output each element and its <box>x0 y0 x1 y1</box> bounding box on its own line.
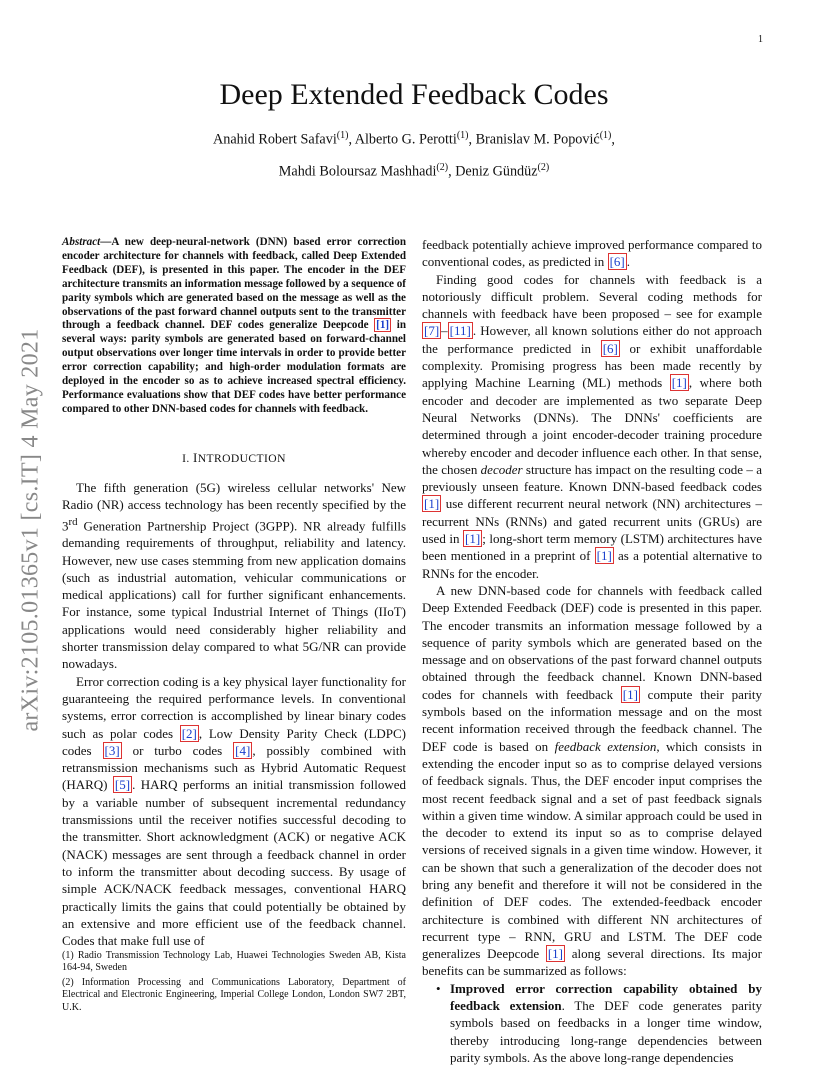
emphasis: feedback extension <box>554 738 657 754</box>
section-number: I. <box>182 451 193 465</box>
paragraph-text: , possibly combined with retransmission mechanisms such as Hybrid Automatic Request (HARQ) <box>62 742 406 793</box>
right-column <box>422 236 762 1066</box>
paragraph-text: ; long-short term memory (LSTM) architectures have been mentioned in a preprint of <box>422 531 762 564</box>
citation-link[interactable]: [6] <box>609 254 625 270</box>
abstract <box>62 236 406 417</box>
paragraph-text: A new DNN-based code for channels with feedback called Deep Extended Feedback (DEF) code is presented in this paper. The encoder transmits an information message followed by a sequence of parity symbols which are generated based on the message and on observations of the past forward channel outputs obtained through the feedback channel. Known DNN-based codes for channels with feedback <box>422 582 762 702</box>
author-line-2 <box>0 162 828 181</box>
paper-title: Deep Extended Feedback Codes <box>219 78 609 111</box>
paragraph-text: compute their parity symbols based on the information message and on the most recent information received through the feedback channel. The DEF code is based on <box>422 686 762 754</box>
abstract-text: in several ways: parity symbols are generated based on forward-channel output observations over longer time intervals in order to provide better error correction capability; and high-order modulation formats are deployed in the encoder so as to achieve increased spectral efficiency. Performance evaluations show that DEF codes have better performance compared to other DNN-based codes for channels with feedback. <box>62 319 406 415</box>
citation-link[interactable]: [1] <box>547 946 563 962</box>
paragraph-text: – <box>441 323 448 339</box>
paragraph-text: Generation Partnership Project (3GPP). NR already fulfills demanding requirements of throughput, reliability and latency. However, new use cases stemming from new application domains (such as industrial automation, vehicular communications or medical applications) call for further significant enhancements. For instance, some typical Industrial Internet of Things (IIoT) applications would need considerably higher reliability and shorter transmission delay compared to what 5G/NR can provide nowadays. <box>62 518 406 672</box>
citation-link[interactable]: [4] <box>235 742 251 758</box>
paragraph <box>62 479 406 673</box>
paragraph-text: along several directions. Its major benefits can be summarized as follows: <box>422 946 762 979</box>
list-item <box>450 980 762 1066</box>
paragraph-text: . HARQ performs an initial transmission followed by a variable number of subsequent incremental redundancy transmissions until the receiver notifies successful decoding to the transmitter. Short acknowledgment (ACK) or negative ACK (NACK) messages are sent through a feedback channel in order to inform the transmitter about decoding success. By usage of simple ACK/NACK feedback messages, conventional HARQ practically limits the gains that could potentially be obtained by an extensive and more efficient use of the feedback channel. Codes that make full use of <box>62 777 406 949</box>
paragraph <box>422 236 762 271</box>
author-name: , Alberto G. Perotti <box>348 131 457 148</box>
emphasis: decoder <box>480 461 523 477</box>
citation-link[interactable]: [1] <box>424 496 440 512</box>
paragraph-text: or turbo codes <box>121 742 234 758</box>
citation-link[interactable]: [3] <box>104 742 120 758</box>
paragraph-text: feedback potentially achieve improved performance compared to conventional codes, as predicted in <box>422 237 762 270</box>
paragraph-text: use different recurrent neural network (NN) architectures – recurrent NNs (RNNs) and gated recurrent units (GRUs) are used in <box>422 496 762 547</box>
ordinal-superscript: rd <box>68 515 78 528</box>
affiliation-mark: (1) <box>599 130 612 141</box>
paragraph-text: . However, all known solutions either do not approach the performance predicted in <box>422 323 762 356</box>
left-column <box>62 236 406 949</box>
section-heading <box>62 449 406 467</box>
footnotes <box>62 950 406 1016</box>
footnote: (1) Radio Transmission Technology Lab, Huawei Technologies Sweden AB, Kista 164-94, Sweden <box>62 950 406 974</box>
citation-link[interactable]: [1] <box>465 531 481 547</box>
affiliation-mark: (1) <box>456 130 469 141</box>
author-line-1 <box>0 130 828 149</box>
paragraph <box>422 271 762 582</box>
author-separator: , <box>611 131 615 148</box>
author-name: Mahdi Boloursaz Mashhadi <box>278 163 437 180</box>
affiliation-mark: (2) <box>436 162 449 173</box>
citation-link[interactable]: [1] <box>622 686 638 702</box>
abstract-text: —A new deep-neural-network (DNN) based error correction encoder architecture for channels with feedback, called Deep Extended Feedback (DEF), is presented in this paper. The encoder in the DEF architecture transmits an information message followed by a sequence of parity symbols which are generated based on the message as well as the observations of the past forward channel outputs sent to the transmitter through a feedback channel. DEF codes generalize Deepcode <box>62 236 406 332</box>
author-name: , Branislav M. Popović <box>468 131 600 148</box>
footnote: (2) Information Processing and Communications Laboratory, Department of Electrical and Electronic Engineering, Imperial College London, London SW7 2BT, U.K. <box>62 976 406 1013</box>
affiliation-mark: (2) <box>537 162 550 173</box>
paragraph-text: structure has impact on the resulting code – a previously unseen feature. Known DNN-based feedback codes <box>422 461 762 495</box>
citation-link[interactable]: [1] <box>376 319 390 332</box>
list-item-heading: Improved error correction capability obtained by feedback extension <box>450 980 762 1014</box>
citation-link[interactable]: [7] <box>424 323 440 339</box>
citation-link[interactable]: [1] <box>596 548 612 564</box>
arxiv-stamp-text: arXiv:2105.01365v1 [cs.IT] 4 May 2021 <box>17 328 44 732</box>
citation-link[interactable]: [2] <box>181 725 197 741</box>
section-initial: I <box>192 449 198 465</box>
list-item-text: . The DEF code generates parity symbols based on feedbacks in a longer time window, thereby introducing long-range dependencies between parity symbols. As the above long-range dependencies <box>450 998 762 1065</box>
benefits-list <box>422 980 762 1066</box>
paragraph-text: as a potential alternative to RNNs for the encoder. <box>422 548 762 581</box>
paragraph <box>422 582 762 980</box>
citation-link[interactable]: [6] <box>602 340 618 356</box>
page-number: 1 <box>758 34 763 45</box>
paragraph-text: , which consists in extending the encoder input so as to comprise delayed versions of feedback signals. Thus, the DEF encoder input comprises the most recent feedback signal and a set of past feedback signals within a given time window. A similar approach could be used in the decoder to extend its input so as to comprise delayed versions of received signals in a given time window. However, it can be shown that such a generalization of the decoder does not bring any benefit and therefore it will not be considered in the definition of DEF codes. The extended-feedback encoder architecture is combined with different NN architectures of recurrent type – RNN, GRU and LSTM. The DEF code generalizes Deepcode <box>422 738 762 962</box>
paragraph-text: , Low Density Parity Check (LDPC) codes <box>62 725 406 758</box>
affiliation-mark: (1) <box>336 130 349 141</box>
paragraph-text: , where both encoder and decoder are implemented as two separate Deep Neural Networks (DNNs). The DNNs' coefficients are determined through a joint encoder-decoder training procedure whereby encoder and decoder influence each other. In that sense, the chosen <box>422 375 763 477</box>
author-name: Anahid Robert Safavi <box>213 131 337 148</box>
citation-link[interactable]: [11] <box>449 323 471 339</box>
paragraph <box>62 673 406 950</box>
section-title: NTRODUCTION <box>197 451 286 465</box>
citation-link[interactable]: [5] <box>114 777 131 793</box>
author-name: , Deniz Gündüz <box>448 163 538 180</box>
paragraph-text: Finding good codes for channels with feedback is a notoriously difficult problem. Several coding methods for channels with feedback have been proposed – see for example <box>422 271 762 322</box>
paragraph-text: . <box>626 254 630 270</box>
paragraph-text: The fifth generation (5G) wireless cellular networks' New Radio (NR) access technology has been recently specified by the 3 <box>62 480 406 533</box>
arxiv-stamp <box>12 300 50 760</box>
paragraph-text: Error correction coding is a key physical layer functionality for guaranteeing the required performance levels. In conventional systems, error correction is accomplished by linear binary codes such as polar codes <box>62 673 406 741</box>
paragraph-text: or exhibit unaffordable complexity. Promising progress has been made recently by applying Machine Learning (ML) methods <box>422 340 763 391</box>
citation-link[interactable]: [1] <box>671 375 687 391</box>
abstract-label: Abstract <box>62 236 101 248</box>
